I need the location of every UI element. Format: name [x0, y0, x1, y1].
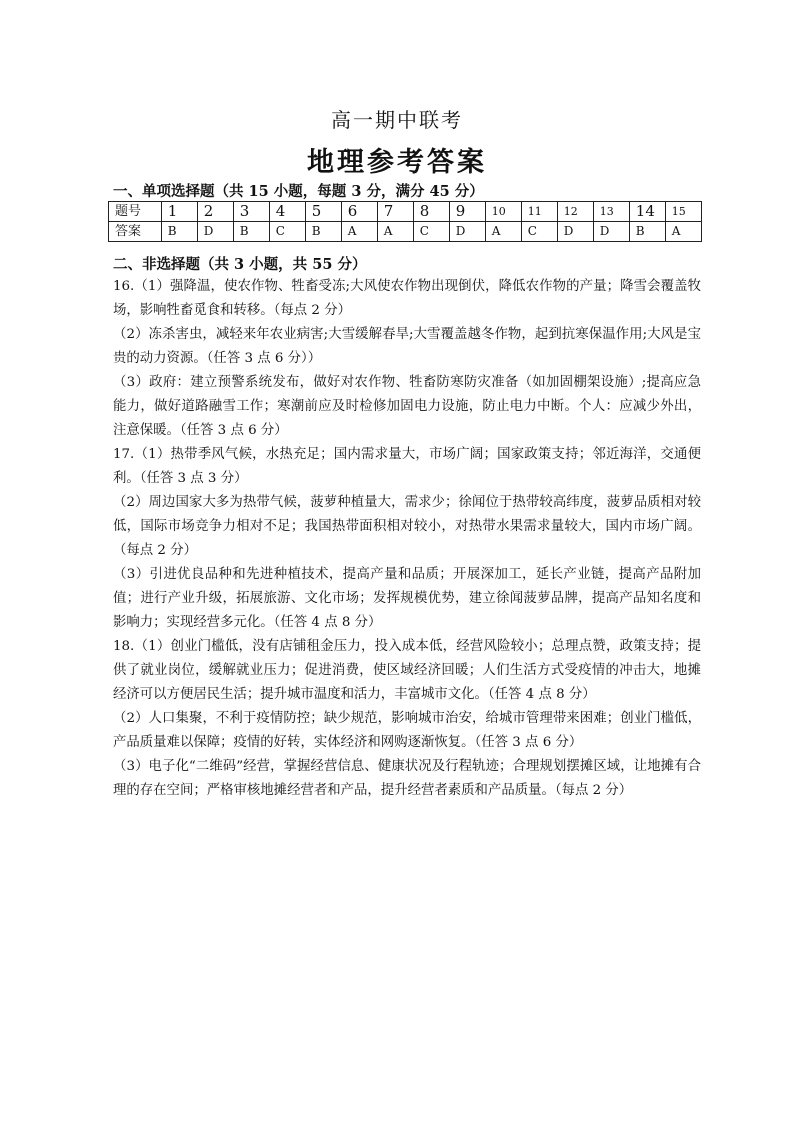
answer-cell: D	[557, 222, 593, 242]
question-number-cell: 2	[197, 202, 233, 222]
answer-paragraph: 18.（1）创业门槛低，没有店铺租金压力，投入成本低，经营风险较小；总理点赞，政策支持；提供了就业岗位，缓解就业压力；促进消费，使区域经济回暖；人们生活方式受疫情的冲击大，地摊经济可以方便居民生活；提升城市温度和活力，丰富城市文化。（任答 4 点 8 分）	[113, 639, 701, 702]
answer-paragraph: （3）电子化“二维码”经营，掌握经营信息、健康状况及行程轨迹；合理规划摆摊区域，让地摊有合理的存在空间；严格审核地摊经营者和产品，提升经营者素质和产品质量。（每点 2 分）	[113, 759, 701, 798]
page-title: 地理参考答案	[307, 147, 487, 178]
table-row-question-numbers	[109, 202, 702, 222]
question-number-cell: 3	[233, 202, 269, 222]
question-number-cell: 13	[593, 202, 629, 222]
answer-paragraph: （2）冻杀害虫，减轻来年农业病害;大雪缓解春旱;大雪覆盖越冬作物，起到抗寒保温作用;大风是宝贵的动力资源。（任答 3 点 6 分））	[113, 327, 701, 366]
question-number-cell: 5	[305, 202, 341, 222]
question-number-cell: 10	[485, 202, 521, 222]
question-number-cell: 8	[413, 202, 449, 222]
row-label-answer: 答案	[109, 222, 162, 242]
question-number-cell: 6	[341, 202, 377, 222]
question-number-cell: 15	[665, 202, 701, 222]
question-number-cell: 11	[521, 202, 557, 222]
answer-content	[113, 275, 701, 803]
section-heading-multiple-choice: 一、单项选择题（共 15 小题，每题 3 分，满分 45 分）	[113, 183, 484, 200]
row-label-question-number: 题号	[109, 202, 162, 222]
answer-cell: A	[377, 222, 413, 242]
answer-cell: C	[413, 222, 449, 242]
answer-paragraph: 17.（1）热带季风气候，水热充足；国内需求量大，市场广阔；国家政策支持；邻近海洋，交通便利。（任答 3 点 3 分）	[113, 447, 701, 486]
answer-paragraph: （3）政府：建立预警系统发布，做好对农作物、牲畜防寒防灾准备（如加固棚架设施）;提高应急能力，做好道路融雪工作；寒潮前应及时检修加固电力设施，防止电力中断。个人：应减少外出，注意保暖。（任答 3 点 6 分）	[113, 375, 701, 438]
answer-cell: D	[449, 222, 485, 242]
answer-cell: C	[269, 222, 305, 242]
answer-paragraph: （2）周边国家大多为热带气候，菠萝种植量大，需求少；徐闻位于热带较高纬度，菠萝品质相对较低，国际市场竞争力相对不足；我国热带面积相对较小，对热带水果需求量较大，国内市场广阔。（每点 2 分）	[113, 495, 701, 558]
question-number-cell: 4	[269, 202, 305, 222]
answer-paragraph: （2）人口集聚，不利于疫情防控；缺少规范，影响城市治安，给城市管理带来困难；创业门槛低，产品质量难以保障；疫情的好转，实体经济和网购逐渐恢复。（任答 3 点 6 分）	[113, 711, 701, 750]
answer-cell: D	[593, 222, 629, 242]
answer-paragraph: （3）引进优良品种和先进种植技术，提高产量和品质；开展深加工，延长产业链，提高产品附加值；进行产业升级，拓展旅游、文化市场；发挥规模优势，建立徐闻菠萝品牌，提高产品知名度和影响力；实现经营多元化。（任答 4 点 8 分）	[113, 567, 701, 630]
answer-cell: B	[161, 222, 197, 242]
answer-cell: A	[341, 222, 377, 242]
answer-cell: B	[305, 222, 341, 242]
answer-cell: A	[665, 222, 701, 242]
answer-cell: B	[629, 222, 665, 242]
question-number-cell: 12	[557, 202, 593, 222]
answer-table	[108, 201, 702, 242]
question-number-cell: 1	[161, 202, 197, 222]
question-number-cell: 14	[629, 202, 665, 222]
answer-paragraph: 16.（1）强降温，使农作物、牲畜受冻;大风使农作物出现倒伏，降低农作物的产量；降雪会覆盖牧场，影响牲畜觅食和转移。（每点 2 分）	[113, 279, 701, 318]
answer-cell: C	[521, 222, 557, 242]
answer-cell: A	[485, 222, 521, 242]
question-number-cell: 9	[449, 202, 485, 222]
table-row-answers	[109, 222, 702, 242]
section-heading-non-choice: 二、非选择题（共 3 小题，共 55 分）	[113, 256, 367, 273]
exam-subtitle: 高一期中联考	[331, 108, 463, 132]
answer-cell: D	[197, 222, 233, 242]
answer-cell: B	[233, 222, 269, 242]
question-number-cell: 7	[377, 202, 413, 222]
